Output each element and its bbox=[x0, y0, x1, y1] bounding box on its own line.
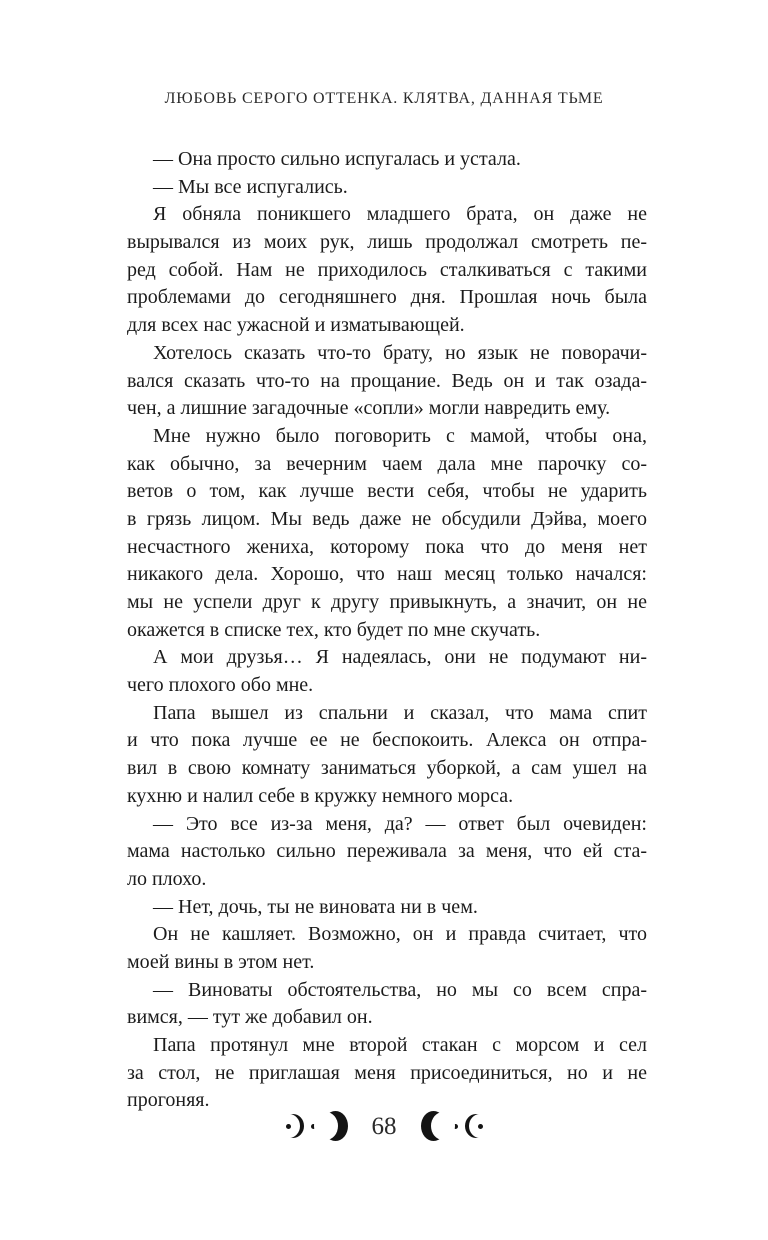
text-line: чего плохого обо мне. bbox=[127, 674, 314, 697]
text-line: — Мы все испугались. bbox=[153, 175, 348, 198]
paragraph bbox=[127, 921, 647, 976]
text-line: — Она просто сильно испугалась и устала. bbox=[153, 148, 521, 170]
crescent-moon-filled-icon bbox=[323, 1111, 348, 1141]
text-line: несчастного жениха, которому пока что до меня нет bbox=[127, 535, 647, 558]
moon-dot-icon bbox=[478, 1124, 483, 1129]
paragraph bbox=[127, 700, 647, 811]
text-line: Хотелось сказать что-то брату, но язык не поворачи- bbox=[153, 341, 647, 364]
text-line: окажется в списке тех, кто будет по мне скучать. bbox=[127, 618, 541, 641]
text-line: вимся, — тут же добавил он. bbox=[127, 1006, 373, 1029]
text-line: вался сказать что-то на прощание. Ведь он и так озада- bbox=[127, 369, 647, 392]
paragraph bbox=[127, 201, 647, 339]
text-line: моей вины в этом нет. bbox=[127, 950, 315, 973]
text-line: ред собой. Нам не приходилось сталкиваться с такими bbox=[127, 258, 647, 281]
text-line: за стол, не приглашая меня присоединиться, но и не bbox=[127, 1061, 647, 1084]
text-line: ло плохо. bbox=[127, 867, 207, 890]
text-line: — Это все из-за меня, да? — ответ был очевиден: bbox=[153, 812, 647, 835]
text-line: Папа вышел из спальни и сказал, что мама спит bbox=[153, 701, 647, 724]
paragraph bbox=[127, 894, 647, 922]
crescent-moon-outline-icon bbox=[282, 1114, 304, 1138]
text-line: кухню и налил себе в кружку немного морса. bbox=[127, 784, 514, 807]
body-text bbox=[127, 146, 647, 1115]
paragraph bbox=[127, 977, 647, 1032]
text-line: вырывался из моих рук, лишь продолжал смотреть пе- bbox=[127, 231, 647, 254]
moon-ornament-left bbox=[282, 1111, 348, 1141]
text-line: Он не кашляет. Возможно, он и правда считает, что bbox=[153, 923, 647, 946]
running-header: ЛЮБОВЬ СЕРОГО ОТТЕНКА. КЛЯТВА, ДАННАЯ ТЬМЕ bbox=[164, 90, 604, 107]
text-line: ветов о том, как лучше вести себя, чтобы не ударить bbox=[127, 480, 647, 503]
paragraph bbox=[127, 811, 647, 894]
text-line: Мне нужно было поговорить с мамой, чтобы она, bbox=[153, 424, 647, 447]
paragraph bbox=[127, 644, 647, 699]
text-line: Папа протянул мне второй стакан с морсом и сел bbox=[153, 1034, 647, 1056]
text-line: и что пока лучше ее не беспокоить. Алекса он отпра- bbox=[127, 729, 647, 752]
text-line: — Нет, дочь, ты не виновата ни в чем. bbox=[153, 895, 478, 918]
text-line: для всех нас ужасной и изматывающей. bbox=[127, 314, 465, 337]
text-line: — Виноваты обстоятельства, но мы со всем спра- bbox=[153, 978, 647, 1001]
text-line: А мои друзья… Я надеялась, они не подумают ни- bbox=[153, 646, 647, 669]
paragraph bbox=[127, 146, 647, 174]
text-line: прогоняя. bbox=[127, 1089, 210, 1112]
moon-ornament-right bbox=[421, 1111, 487, 1141]
paragraph bbox=[127, 174, 647, 202]
paragraph bbox=[127, 340, 647, 423]
text-line: мы не успели друг к другу привыкнуть, а значит, он не bbox=[127, 591, 647, 613]
text-line: Я обняла поникшего младшего брата, он даже не bbox=[153, 203, 647, 226]
text-line: никакого дела. Хорошо, что наш месяц только начался: bbox=[127, 563, 647, 586]
text-line: в грязь лицом. Мы ведь даже не обсудили Дэйва, моего bbox=[127, 507, 647, 530]
text-line: чен, а лишние загадочные «сопли» могли навредить ему. bbox=[127, 397, 611, 420]
text-line: мама настолько сильно переживала за меня, что ей ста- bbox=[127, 840, 647, 863]
page-number: 68 bbox=[371, 1112, 397, 1140]
text-line: как обычно, за вечерним чаем дала мне парочку со- bbox=[127, 452, 647, 475]
text-line: вил в свою комнату заниматься уборкой, а сам ушел на bbox=[127, 757, 647, 780]
text-line: проблемами до сегодняшнего дня. Прошлая ночь была bbox=[127, 286, 647, 309]
crescent-moon-outline-icon bbox=[465, 1114, 487, 1138]
crescent-moon-filled-icon bbox=[421, 1111, 446, 1141]
paragraph bbox=[127, 423, 647, 645]
moon-dot-icon bbox=[286, 1124, 291, 1129]
page-footer bbox=[0, 1100, 768, 1152]
